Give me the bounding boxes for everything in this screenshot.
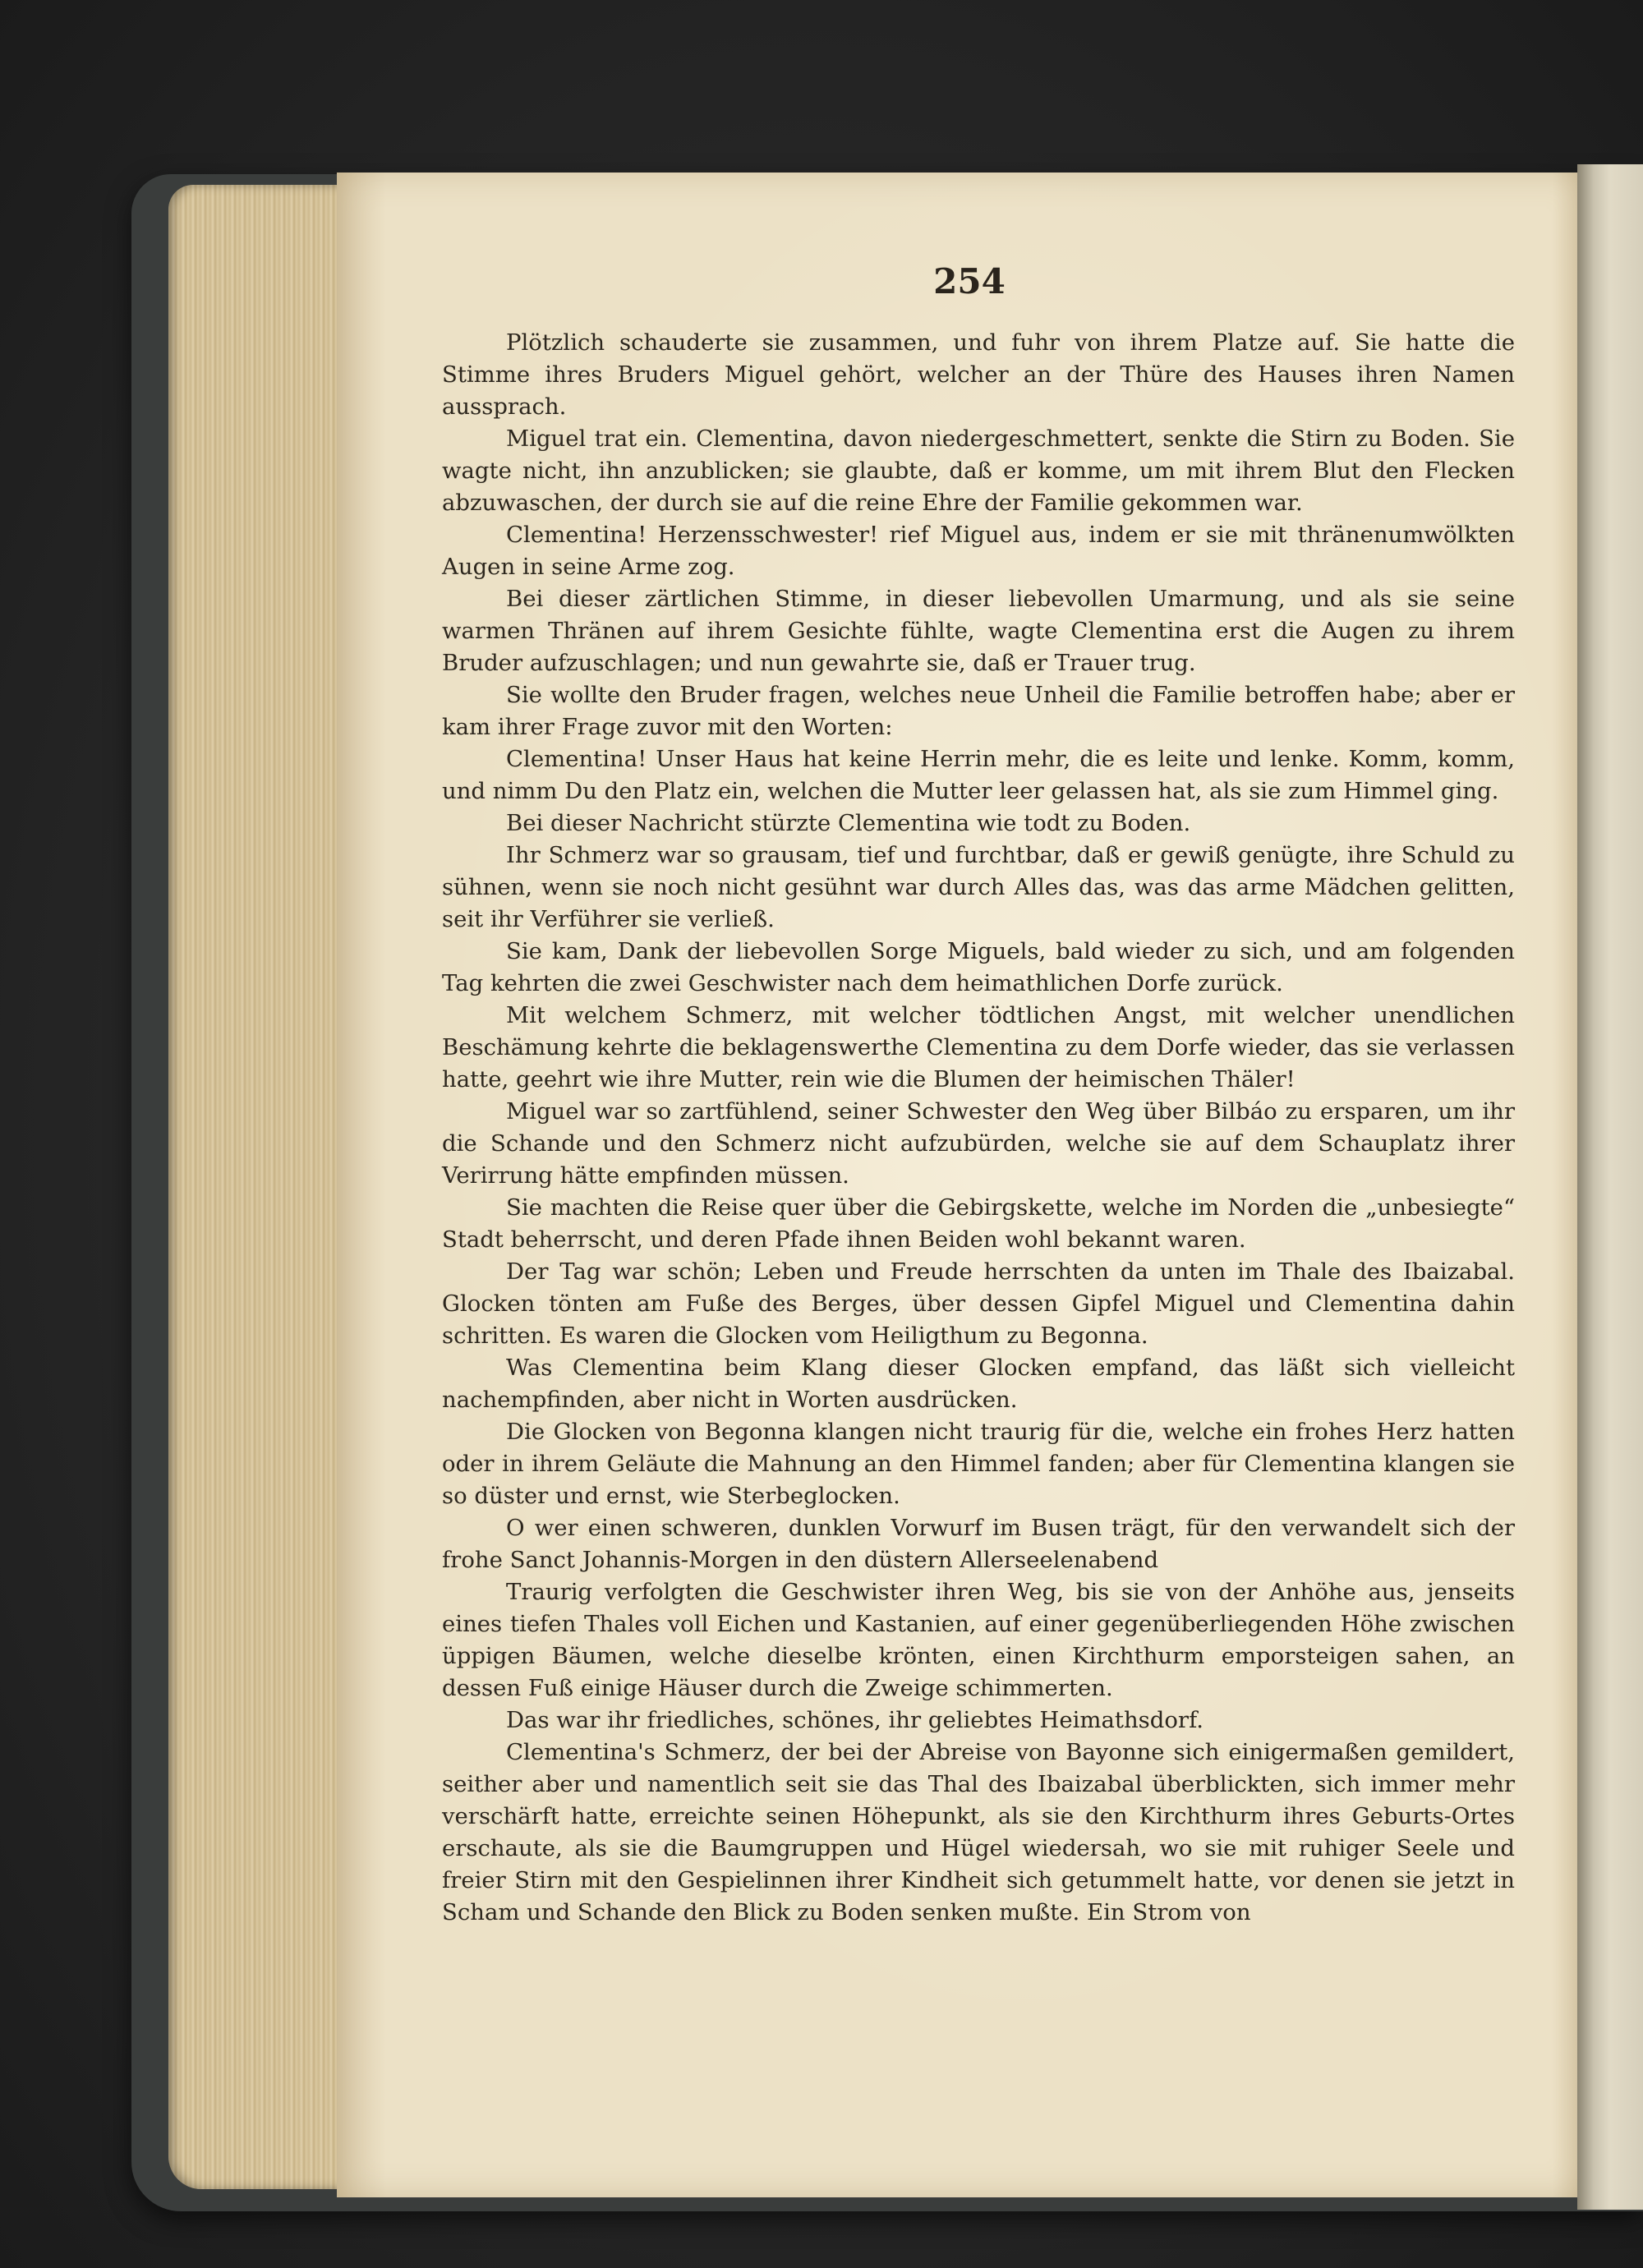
- paragraph: Ihr Schmerz war so grausam, tief und furchtbar, daß er gewiß genügte, ihre Schuld zu sühnen, wenn sie noch nicht gesühnt war durch Alles das, was das arme Mädchen gelitten, seit ihr Verführer sie verließ.: [442, 842, 1515, 932]
- page-text: [442, 327, 1515, 1929]
- paragraph: Bei dieser Nachricht stürzte Clementina wie todt zu Boden.: [506, 810, 1191, 836]
- paragraph: O wer einen schweren, dunklen Vorwurf im Busen trägt, für den verwandelt sich der frohe Sanct Johannis-Morgen in den düstern Allerseelenabend: [442, 1515, 1515, 1573]
- paragraph: Clementina's Schmerz, der bei der Abreise von Bayonne sich einigermaßen gemildert, seither aber und namentlich seit sie das Thal des Ibaizabal überblickten, sich immer mehr verschärft hatte, erreichte seinen Höhepunkt, als sie den Kirchthurm ihres Geburts-Ortes erschaute, als sie die Baumgruppen und Hügel wiedersah, wo sie mit ruhiger Seele und freier Stirn mit den Gespielinnen ihrer Kindheit sich getummelt hatte, vor denen sie jetzt in Scham und Schande den Blick zu Boden senken mußte. Ein Strom von: [442, 1739, 1515, 1925]
- paragraph: Was Clementina beim Klang dieser Glocken empfand, das läßt sich vielleicht nachempfinden, aber nicht in Worten ausdrücken.: [442, 1355, 1515, 1413]
- paragraph: Die Glocken von Begonna klangen nicht traurig für die, welche ein frohes Herz hatten oder in ihrem Geläute die Mahnung an den Himmel fanden; aber für Clementina klangen sie so düster und ernst, wie Sterbeglocken.: [442, 1419, 1515, 1509]
- paragraph: Clementina! Herzensschwester! rief Miguel aus, indem er sie mit thränenumwölkten Augen in seine Arme zog.: [442, 522, 1515, 580]
- paragraph: Miguel war so zartfühlend, seiner Schwester den Weg über Bilbáo zu ersparen, um ihr die Schande und den Schmerz nicht aufzubürden, welche sie auf dem Schauplatz ihrer Verirrung hätte empfinden müssen.: [442, 1098, 1515, 1189]
- paragraph: Clementina! Unser Haus hat keine Herrin mehr, die es leite und lenke. Komm, komm, und nimm Du den Platz ein, welchen die Mutter leer gelassen hat, als sie zum Himmel ging.: [442, 746, 1515, 804]
- paragraph: Sie machten die Reise quer über die Gebirgskette, welche im Norden die „unbesiegte“ Stadt beherrscht, und deren Pfade ihnen Beiden wohl bekannt waren.: [442, 1194, 1515, 1253]
- paragraph: Der Tag war schön; Leben und Freude herrschten da unten im Thale des Ibaizabal. Glocken tönten am Fuße des Berges, über dessen Gipfel Miguel und Clementina dahin schritten. Es waren die Glocken vom Heiligthum zu Begonna.: [442, 1258, 1515, 1349]
- paragraph: Bei dieser zärtlichen Stimme, in dieser liebevollen Umarmung, und als sie seine warmen Thränen auf ihrem Gesichte fühlte, wagte Clementina erst die Augen zu ihrem Bruder aufzuschlagen; und nun gewahrte sie, daß er Trauer trug.: [442, 586, 1515, 676]
- paragraph: Mit welchem Schmerz, mit welcher tödtlichen Angst, mit welcher unendlichen Beschämung kehrte die beklagenswerthe Clementina zu dem Dorfe wieder, das sie verlassen hatte, geehrt wie ihre Mutter, rein wie die Blumen der heimischen Thäler!: [442, 1002, 1515, 1093]
- page-number: 254: [933, 261, 1006, 301]
- paragraph: Sie kam, Dank der liebevollen Sorge Miguels, bald wieder zu sich, und am folgenden Tag kehrten die zwei Geschwister nach dem heimathlichen Dorfe zurück.: [442, 938, 1515, 996]
- paragraph: Plötzlich schauderte sie zusammen, und fuhr von ihrem Platze auf. Sie hatte die Stimme ihres Bruders Miguel gehört, welcher an der Thüre des Hauses ihren Namen aussprach.: [442, 329, 1515, 420]
- facing-page-edge: [1577, 164, 1643, 2210]
- paragraph: Traurig verfolgten die Geschwister ihren Weg, bis sie von der Anhöhe aus, jenseits eines tiefen Thales voll Eichen und Kastanien, auf einer gegenüberliegenden Höhe zwischen üppigen Bäumen, welche dieselbe krönten, einen Kirchthurm emporsteigen sahen, an dessen Fuß einige Häuser durch die Zweige schimmerten.: [442, 1579, 1515, 1701]
- paragraph: Sie wollte den Bruder fragen, welches neue Unheil die Familie betroffen habe; aber er kam ihrer Frage zuvor mit den Worten:: [442, 682, 1515, 740]
- paragraph: Miguel trat ein. Clementina, davon niedergeschmettert, senkte die Stirn zu Boden. Sie wagte nicht, ihn anzublicken; sie glaubte, daß er komme, um mit ihrem Blut den Flecken abzuwaschen, der durch sie auf die reine Ehre der Familie gekommen war.: [442, 426, 1515, 516]
- paragraph: Das war ihr friedliches, schönes, ihr geliebtes Heimathsdorf.: [506, 1707, 1204, 1733]
